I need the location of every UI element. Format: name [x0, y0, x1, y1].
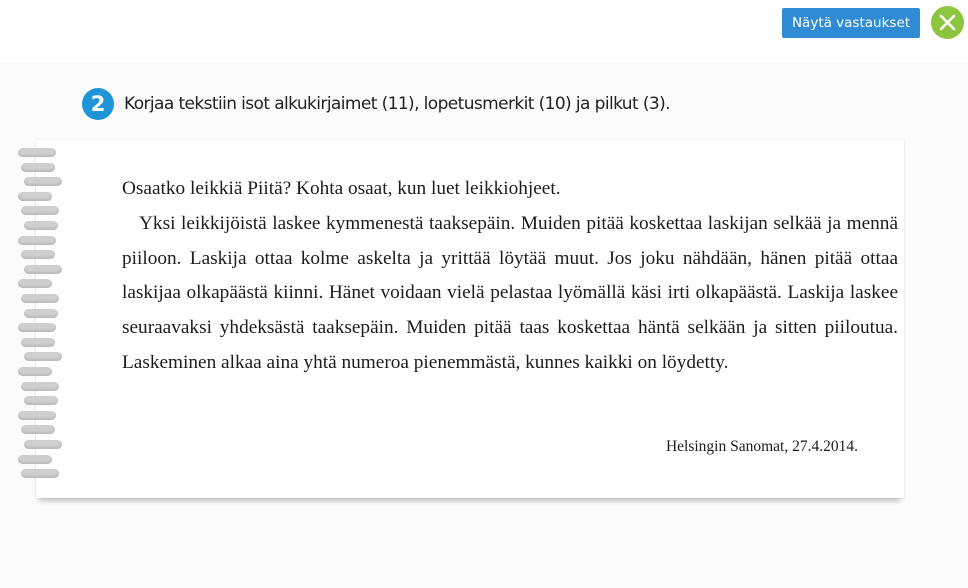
show-answers-button[interactable]: Näytä vastaukset [782, 8, 920, 38]
binding-ring [18, 455, 52, 464]
notepad [18, 140, 906, 502]
note-paper [36, 140, 904, 498]
toolbar [0, 0, 968, 62]
binding-ring [21, 338, 55, 347]
binding-ring [21, 163, 55, 172]
binding-ring [18, 192, 52, 201]
task-number-badge: 2 [82, 88, 114, 120]
binding-ring [18, 236, 56, 245]
binding-ring [21, 294, 59, 303]
note-text [122, 172, 898, 381]
binding-ring [24, 396, 58, 405]
binding-ring [18, 323, 56, 332]
task-instruction: Korjaa tekstiin isot alkukirjaimet (11), lopetusmerkit (10) ja pilkut (3). [124, 94, 670, 114]
exercise-content [0, 62, 968, 588]
binding-ring [21, 382, 59, 391]
binding-ring [21, 425, 55, 434]
binding-ring [21, 469, 59, 478]
binding-ring [24, 309, 58, 318]
binding-ring [18, 367, 52, 376]
note-source: Helsingin Sanomat, 27.4.2014. [665, 438, 858, 455]
binding-ring [24, 352, 62, 361]
close-icon [931, 6, 964, 39]
note-paragraph: Yksi leikkijöistä laskee kymmenestä taaksepäin. Muiden pitää koskettaa laskijan selkää ja mennä piiloon. Laskija ottaa kolme askelta ja yrittää löytää muut. Jos joku nähdään, hänen pitää ottaa laskijaa olkapäästä kiinni. Hänet voidaan vielä pelastaa lyömällä käsi irti olkapäästä. Laskija laskee seuraavaksi yhdeksästä taaksepäin. Muiden pitää taas koskettaa häntä selkään ja sitten piiloutua. Laskeminen alkaa aina yhtä numeroa pienemmästä, kunnes kaikki on löydetty. [122, 212, 898, 373]
binding-ring [24, 265, 62, 274]
binding-ring [18, 279, 52, 288]
binding-ring [24, 177, 62, 186]
binding-ring [24, 440, 62, 449]
spiral-binding [18, 148, 58, 492]
note-paragraph: Osaatko leikkiä Piitä? Kohta osaat, kun luet leikkiohjeet. [122, 178, 561, 199]
binding-ring [18, 148, 56, 157]
binding-ring [24, 221, 58, 230]
binding-ring [21, 250, 55, 259]
binding-ring [18, 411, 56, 420]
binding-ring [21, 206, 59, 215]
close-button[interactable] [931, 6, 964, 39]
